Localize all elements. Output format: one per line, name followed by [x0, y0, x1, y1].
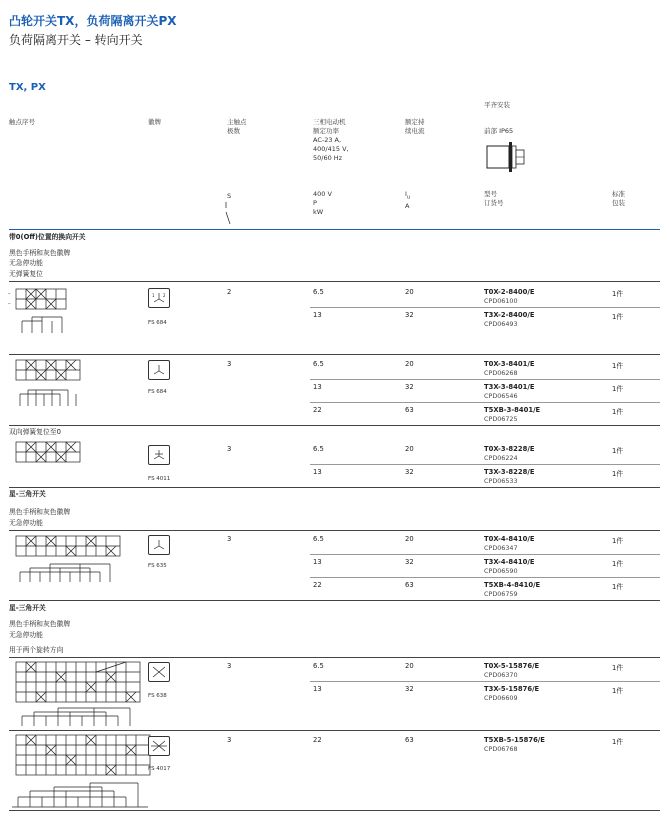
group-estop-note: 无急停功能 [9, 631, 43, 639]
poles-value: 3 [227, 535, 232, 543]
page-subtitle: 负荷隔离开关 – 转向开关 [9, 33, 143, 47]
row-separator [9, 487, 660, 488]
pack-qty: 1件 [612, 583, 624, 591]
header-current-unit: A [405, 202, 410, 211]
svg-text:–: – [8, 301, 11, 307]
header-current-units [405, 190, 410, 211]
header-pack-l1: 标准 [612, 190, 625, 198]
group-estop-note: 无急停功能 [9, 519, 43, 527]
motor-kw: 6.5 [313, 360, 324, 368]
pack-qty: 1件 [612, 313, 624, 321]
star-delta-heading: 星-三角开关 [9, 604, 46, 612]
header-type: 型号 [484, 190, 497, 198]
order-number: CPD06224 [484, 454, 518, 462]
part-number: T5XB-4-8410/E [484, 581, 541, 589]
header-rated-current [405, 118, 425, 136]
row-separator [9, 281, 660, 282]
order-number: CPD06370 [484, 671, 518, 679]
svg-text:–: – [8, 291, 11, 297]
header-flush-mount: 平齐安装 [484, 101, 510, 109]
two-directions-note: 用于两个旋转方向 [9, 646, 64, 654]
star-delta-heading: 星-三角开关 [9, 490, 46, 498]
part-number: T3X-2-8400/E [484, 311, 535, 319]
poles-value: 3 [227, 662, 232, 670]
motor-kw: 13 [313, 383, 322, 391]
pack-qty: 1件 [612, 362, 624, 370]
part-number: T3X-5-15876/E [484, 685, 540, 693]
item-separator [310, 402, 660, 403]
header-motor-l2: 额定功率 [313, 127, 339, 135]
header-main-contacts-l1: 主触点 [227, 118, 247, 126]
order-number: CPD06759 [484, 590, 518, 598]
part-number: T3X-4-8410/E [484, 558, 535, 566]
header-order: 订货号 [484, 199, 504, 207]
header-motor [313, 118, 349, 163]
order-number: CPD06609 [484, 694, 518, 702]
order-number: CPD06493 [484, 320, 518, 328]
rated-current: 20 [405, 445, 414, 453]
badge-fs-label: FS 635 [148, 563, 167, 569]
motor-kw: 6.5 [313, 535, 324, 543]
pack-qty: 1件 [612, 447, 624, 455]
rated-current: 32 [405, 685, 414, 693]
row-separator [9, 730, 660, 731]
contact-diagram [8, 534, 123, 590]
order-number: CPD06768 [484, 745, 518, 753]
table-bottom-line [9, 810, 660, 811]
group-spring-note: 无弹簧复位 [9, 270, 43, 278]
item-separator [310, 379, 660, 380]
rated-current: 20 [405, 662, 414, 670]
contact-diagram [8, 660, 143, 728]
motor-kw: 6.5 [313, 662, 324, 670]
row-separator [9, 600, 660, 601]
header-type-order [484, 190, 504, 208]
contact-diagram [8, 287, 68, 339]
header-motor-l3: AC-23 A, [313, 136, 342, 144]
row-separator [9, 657, 660, 658]
motor-kw: 6.5 [313, 288, 324, 296]
header-front-ip: 前部 IP65 [484, 127, 514, 135]
part-number: T5XB-3-8401/E [484, 406, 541, 414]
group-heading-reversing: 带0(Off)位置的换向开关 [9, 233, 86, 241]
poles-value: 3 [227, 445, 232, 453]
header-rated-current-l1: 额定持 [405, 118, 425, 126]
order-number: CPD06725 [484, 415, 518, 423]
motor-kw: 13 [313, 685, 322, 693]
pack-qty: 1件 [612, 537, 624, 545]
header-pack-l2: 包装 [612, 199, 625, 207]
header-separator [9, 229, 660, 230]
header-motor-units [313, 190, 332, 217]
badge-icon [148, 662, 170, 682]
rated-current: 32 [405, 558, 414, 566]
item-separator [310, 681, 660, 682]
part-number: T0X-3-8228/E [484, 445, 535, 453]
badge-icon [148, 535, 170, 555]
part-number: T5XB-5-15876/E [484, 736, 545, 744]
badge-fs-label: FS 4017 [148, 766, 171, 772]
group-estop-note: 无急停功能 [9, 259, 43, 267]
order-number: CPD06100 [484, 297, 518, 305]
switch-symbol-icon [224, 202, 234, 226]
header-contact-seq: 触点序号 [9, 118, 35, 126]
pack-qty: 1件 [612, 560, 624, 568]
header-standard-pack [612, 190, 625, 208]
part-number: T0X-5-15876/E [484, 662, 540, 670]
part-number: T0X-4-8410/E [484, 535, 535, 543]
part-number: T3X-3-8401/E [484, 383, 535, 391]
item-separator [310, 577, 660, 578]
order-number: CPD06590 [484, 567, 518, 575]
contact-diagram [8, 358, 83, 412]
header-motor-l5: 50/60 Hz [313, 154, 343, 162]
motor-kw: 6.5 [313, 445, 324, 453]
rated-current: 20 [405, 288, 414, 296]
row-separator [9, 354, 660, 355]
contact-diagram [8, 440, 83, 486]
badge-fs-label: FS 684 [148, 389, 167, 395]
header-motor-units-l2: P [313, 199, 317, 207]
rated-current: 32 [405, 468, 414, 476]
header-badge: 徽牌 [148, 118, 161, 126]
rated-current: 63 [405, 736, 414, 744]
pack-qty: 1件 [612, 385, 624, 393]
order-number: CPD06546 [484, 392, 518, 400]
spring-return-label: 双向弹簧复位至0 [9, 428, 61, 436]
poles-value: 3 [227, 736, 232, 744]
item-separator [310, 554, 660, 555]
header-motor-l4: 400/415 V, [313, 145, 349, 153]
rated-current: 20 [405, 535, 414, 543]
page-title: 凸轮开关TX，负荷隔离开关PX [9, 14, 177, 28]
rated-current: 32 [405, 383, 414, 391]
part-number: T3X-3-8228/E [484, 468, 535, 476]
order-number: CPD06347 [484, 544, 518, 552]
header-motor-units-l3: kW [313, 208, 324, 216]
motor-kw: 13 [313, 468, 322, 476]
badge-icon [148, 736, 170, 756]
badge-fs-label: FS 684 [148, 320, 167, 326]
rated-current: 20 [405, 360, 414, 368]
contact-diagram [8, 733, 156, 809]
badge-icon [148, 445, 170, 465]
header-current-symbol: I [405, 190, 407, 198]
row-separator [9, 530, 660, 531]
section-title: TX, PX [9, 82, 46, 93]
motor-kw: 22 [313, 581, 322, 589]
part-number: T0X-2-8400/E [484, 288, 535, 296]
header-motor-l1: 三相电动机 [313, 118, 346, 126]
header-main-contacts [227, 118, 247, 136]
motor-kw: 22 [313, 406, 322, 414]
part-number: T0X-3-8401/E [484, 360, 535, 368]
rated-current: 63 [405, 581, 414, 589]
pack-qty: 1件 [612, 687, 624, 695]
svg-text:2: 2 [163, 293, 166, 298]
header-s-label: S [227, 192, 232, 200]
rated-current: 32 [405, 311, 414, 319]
badge-icon [148, 360, 170, 380]
poles-value: 2 [227, 288, 232, 296]
group-handle-note: 黑色手柄和灰色徽牌 [9, 620, 71, 628]
svg-text:1: 1 [152, 293, 155, 298]
pack-qty: 1件 [612, 408, 624, 416]
rated-current: 63 [405, 406, 414, 414]
header-motor-units-l1: 400 V [313, 190, 332, 198]
header-main-contacts-l2: 极数 [227, 127, 240, 135]
flush-mount-switch-icon [486, 140, 530, 176]
order-number: CPD06268 [484, 369, 518, 377]
badge-fs-label: FS 638 [148, 693, 167, 699]
motor-kw: 13 [313, 311, 322, 319]
row-separator [9, 425, 660, 426]
pack-qty: 1件 [612, 738, 624, 746]
header-rated-current-l2: 续电流 [405, 127, 425, 135]
motor-kw: 22 [313, 736, 322, 744]
item-separator [310, 464, 660, 465]
poles-value: 3 [227, 360, 232, 368]
badge-icon [148, 288, 170, 308]
item-separator [310, 307, 660, 308]
pack-qty: 1件 [612, 664, 624, 672]
group-handle-note: 黑色手柄和灰色徽牌 [9, 508, 71, 516]
header-current-sub: u [406, 194, 411, 201]
pack-qty: 1件 [612, 470, 624, 478]
pack-qty: 1件 [612, 290, 624, 298]
order-number: CPD06533 [484, 477, 518, 485]
motor-kw: 13 [313, 558, 322, 566]
badge-fs-label: FS 4011 [148, 476, 171, 482]
group-handle-note: 黑色手柄和灰色徽牌 [9, 249, 71, 257]
